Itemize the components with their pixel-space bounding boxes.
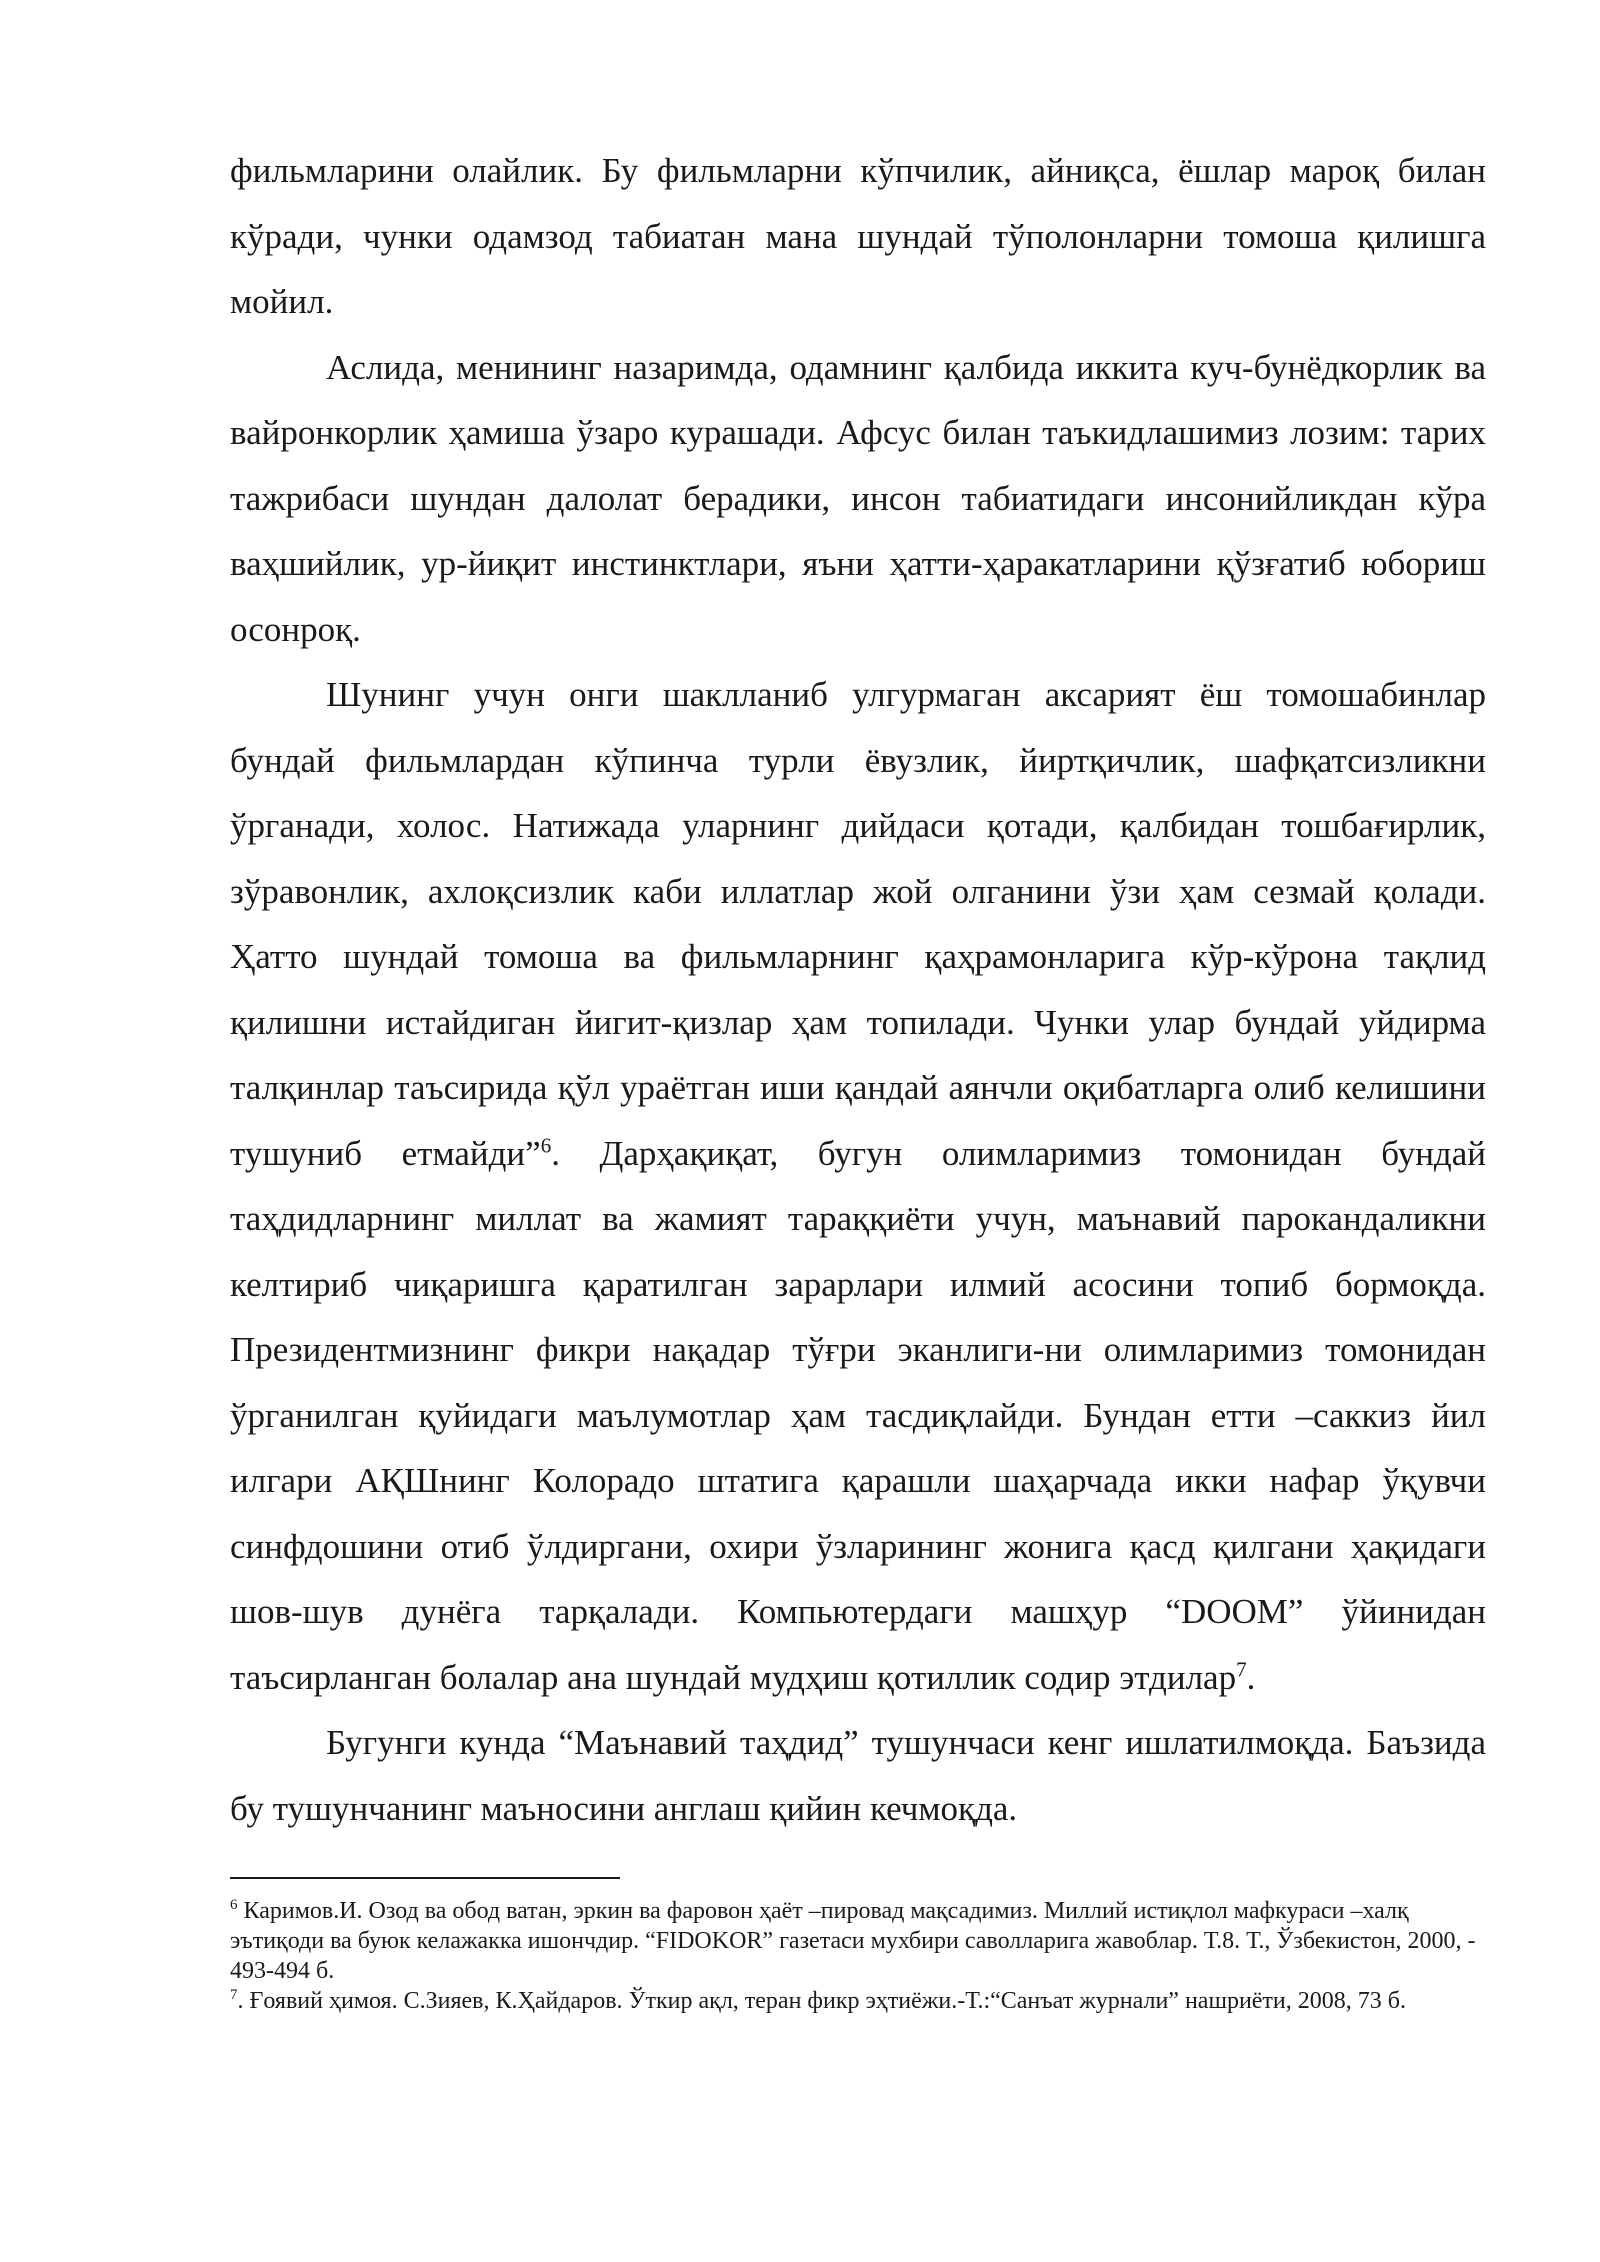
body-text [230, 138, 1486, 1841]
paragraph-3-text-a: Шунинг учун онги шаклланиб улгурмаган аксарият ёш томошабинлар бундай фильмлардан кўпинча турли ёвузлик, йиртқичлик, шафқатсизликни ўрганади, холос. Натижада уларнинг дийдаси қотади, қалбидан тошбағирлик, зўравонлик, ахлоқсизлик каби иллатлар жой олганини ўзи ҳам сезмай қолади. Ҳатто шундай томоша ва фильмларнинг қаҳрамонларига кўр-кўрона тақлид қилишни истайдиган йигит-қизлар ҳам топилади. Чунки улар бундай уйдирма талқинлар таъсирида қўл ураётган иши қандай аянчли оқибатларга олиб келишини тушуниб етмайди” [230, 675, 1486, 1173]
paragraph-2: Аслида, менининг назаримда, одамнинг қалбида иккита куч-бунёдкорлик ва вайронкорлик ҳамиша ўзаро курашади. Афсус билан таъкидлашимиз лозим: тарих тажрибаси шундан далолат берадики, инсон табиатидаги инсонийликдан кўра ваҳшийлик, ур-йиқит инстинктлари, яъни ҳатти-ҳаракатларини қўзғатиб юбориш осонроқ. [230, 347, 1486, 649]
footnote-separator [230, 1877, 620, 1879]
footnote-ref-7[interactable]: 7 [1236, 1656, 1247, 1681]
footnotes [230, 1896, 1486, 2016]
paragraph-3-text-b: . Дарҳақиқат, бугун олимларимиз томонидан бундай таҳдидларнинг миллат ва жамият тараққиёти учун, маънавий парокандаликни келтириб чиқаришга қаратилган зарарлари илмий асосини топиб бормоқда. Президентмизнинг фикри нақадар тўғри эканлиги-ни олимларимиз томонидан ўрганилган қуйидаги маълумотлар ҳам тасдиқлайди. Бундан етти –саккиз йил илгари АҚШнинг Колорадо штатига қарашли шаҳарчада икки нафар ўқувчи синфдошини отиб ўлдиргани, охири ўзларининг жонига қасд қилгани ҳақидаги шов-шув дунёга тарқалади. Компьютердаги машҳур “DOOM” ўйинидан таъсирланган болалар ана шундай мудҳиш қотиллик содир этдилар [230, 1133, 1486, 1697]
paragraph-3 [230, 662, 1486, 1710]
footnote-6 [230, 1896, 1486, 1986]
footnote-mark-7: 7 [230, 1987, 238, 2003]
footnote-mark-6: 6 [230, 1897, 238, 1913]
paragraph-1: фильмларини олайлик. Бу фильмларни кўпчилик, айниқса, ёшлар мароқ билан кўради, чунки одамзод табиатан мана шундай тўполонларни томоша қилишга мойил. [230, 151, 1486, 321]
paragraph-3-text-c: . [1246, 1657, 1256, 1697]
paragraph-4: Бугунги кунда “Маънавий таҳдид” тушунчаси кенг ишлатилмоқда. Баъзида бу тушунчанинг маъносини англаш қийин кечмоқда. [230, 1723, 1486, 1828]
footnote-ref-6[interactable]: 6 [540, 1132, 552, 1157]
footnote-6-text: Каримов.И. Озод ва обод ватан, эркин ва фаровон ҳаёт –пировад мақсадимиз. Миллий истиқлол мафкураси –халқ эътиқоди ва буюк келажакка ишончдир. “FIDOKOR” газетаси мухбири саволларига жавоблар. Т.8. Т., Ўзбекистон, 2000, - 493-494 б. [230, 1898, 1476, 1984]
footnote-7 [230, 1986, 1486, 2016]
footnote-7-text: . Ғоявий ҳимоя. С.Зияев, К.Ҳайдаров. Ўткир ақл, теран фикр эҳтиёжи.-Т.:“Санъат журнали” нашриёти, 2008, 73 б. [237, 1988, 1406, 2014]
